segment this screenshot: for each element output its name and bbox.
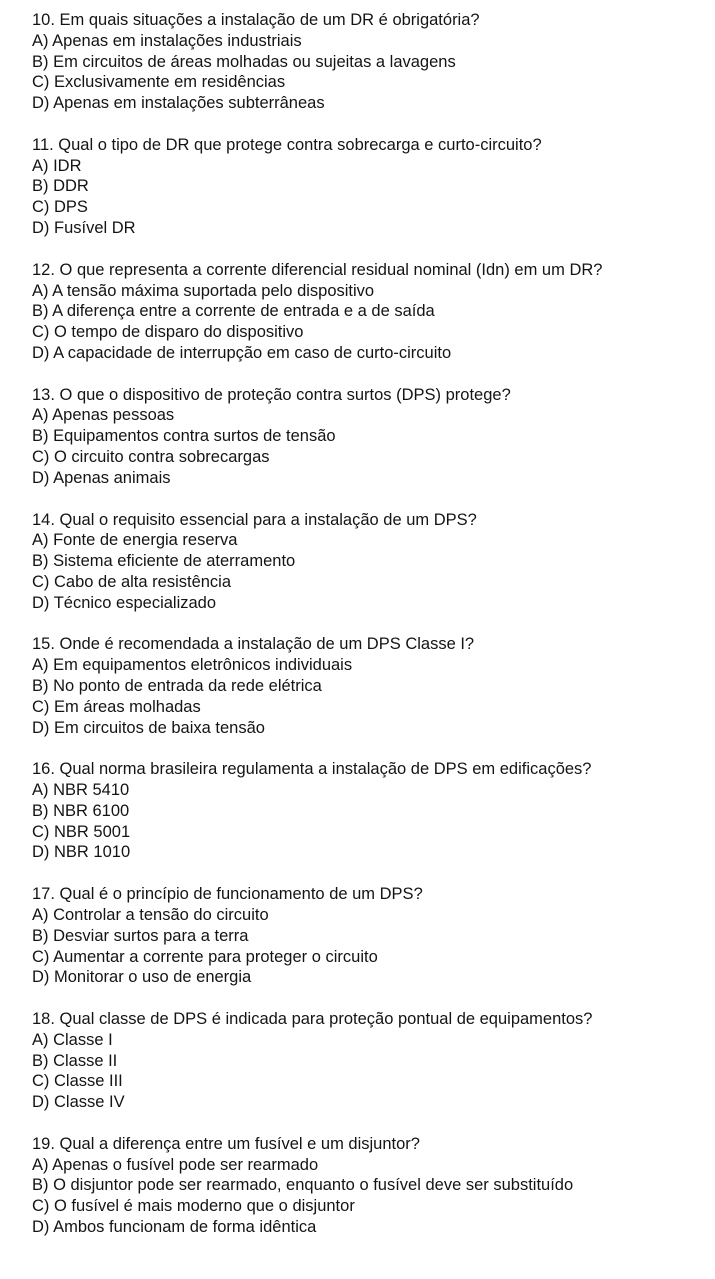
question-block [32,135,707,239]
question-block [32,884,707,988]
answer-option: C) O circuito contra sobrecargas [32,448,270,467]
answer-option: A) IDR [32,156,82,175]
answer-option: A) Classe I [32,1030,113,1049]
question-text: 10. Em quais situações a instalação de um DR é obrigatória? [32,11,480,29]
question-text: 19. Qual a diferença entre um fusível e um disjuntor? [32,1134,420,1153]
question-text: 16. Qual norma brasileira regulamenta a instalação de DPS em edificações? [32,760,592,779]
answer-option: C) O fusível é mais moderno que o disjuntor [32,1197,355,1216]
question-text: 11. Qual o tipo de DR que protege contra sobrecarga e curto-circuito? [32,135,542,154]
answer-option: C) Exclusivamente em residências [32,73,286,92]
answer-option: C) Aumentar a corrente para proteger o circuito [32,947,378,966]
question-block [32,1134,707,1238]
question-block [32,385,707,489]
question-block [32,759,707,863]
answer-option: A) Fonte de energia reserva [32,531,238,550]
answer-option: B) Equipamentos contra surtos de tensão [32,427,336,446]
answer-option: D) Fusível DR [32,219,136,238]
question-text: 17. Qual é o princípio de funcionamento de um DPS? [32,885,423,904]
question-text: 15. Onde é recomendada a instalação de um DPS Classe I? [32,635,475,654]
answer-option: C) Cabo de alta resistência [32,572,232,591]
answer-option: B) Desviar surtos para a terra [32,926,249,945]
question-block [32,1009,707,1113]
question-block [32,260,707,364]
answer-option: B) A diferença entre a corrente de entrada e a de saída [32,302,435,321]
question-block [32,634,707,738]
answer-option: A) Em equipamentos eletrônicos individuais [32,656,353,675]
answer-option: C) Classe III [32,1072,123,1091]
answer-option: A) Apenas o fusível pode ser rearmado [32,1155,319,1174]
answer-option: C) NBR 5001 [32,822,131,841]
answer-option: B) DDR [32,177,89,196]
answer-option: D) Ambos funcionam de forma idêntica [32,1218,317,1237]
answer-option: D) NBR 1010 [32,843,131,862]
answer-option: B) NBR 6100 [32,801,130,820]
answer-option: A) Apenas em instalações industriais [32,31,302,50]
answer-option: A) Controlar a tensão do circuito [32,905,269,924]
question-block [32,510,707,614]
answer-option: A) A tensão máxima suportada pelo dispositivo [32,281,375,300]
question-block [32,10,707,114]
answer-option: D) Apenas animais [32,468,171,487]
question-text: 13. O que o dispositivo de proteção contra surtos (DPS) protege? [32,385,511,404]
answer-option: B) Em circuitos de áreas molhadas ou sujeitas a lavagens [32,52,456,71]
question-text: 18. Qual classe de DPS é indicada para proteção pontual de equipamentos? [32,1010,593,1028]
answer-option: D) Classe IV [32,1093,125,1112]
answer-option: B) Sistema eficiente de aterramento [32,552,296,571]
question-text: 14. Qual o requisito essencial para a instalação de um DPS? [32,510,477,529]
answer-option: C) DPS [32,198,88,217]
question-list [32,10,707,1259]
answer-option: C) Em áreas molhadas [32,697,201,716]
answer-option: A) NBR 5410 [32,781,130,800]
answer-option: A) Apenas pessoas [32,406,175,425]
answer-option: D) Técnico especializado [32,593,217,612]
answer-option: C) O tempo de disparo do dispositivo [32,323,304,342]
answer-option: B) O disjuntor pode ser rearmado, enquanto o fusível deve ser substituído [32,1176,574,1195]
answer-option: D) Em circuitos de baixa tensão [32,718,265,737]
answer-option: B) No ponto de entrada da rede elétrica [32,676,322,695]
question-text: 12. O que representa a corrente diferencial residual nominal (Idn) em um DR? [32,260,603,279]
answer-option: D) A capacidade de interrupção em caso de curto-circuito [32,343,452,362]
answer-option: D) Monitorar o uso de energia [32,968,252,987]
answer-option: D) Apenas em instalações subterrâneas [32,94,325,113]
answer-option: B) Classe II [32,1051,118,1070]
